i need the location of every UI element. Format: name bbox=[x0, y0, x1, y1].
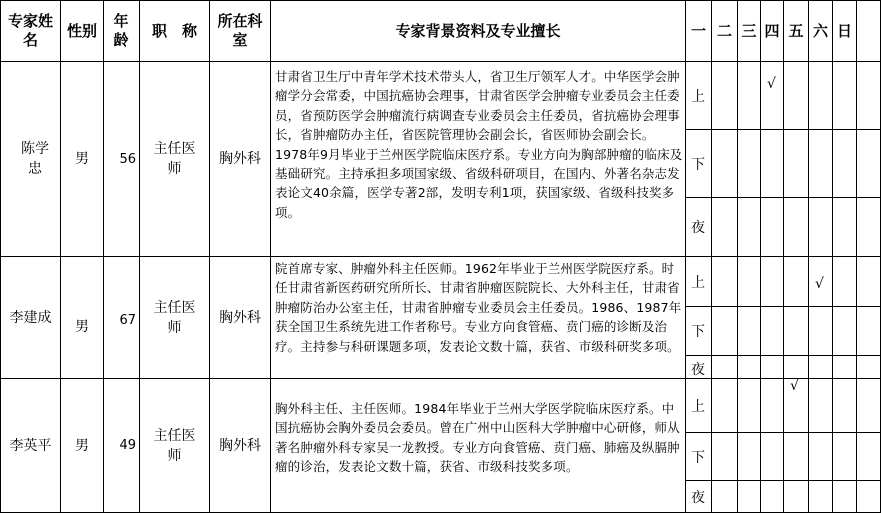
header-day-sat: 六 bbox=[812, 21, 828, 40]
slot-afternoon: 下 bbox=[691, 449, 705, 466]
header-day-fri: 五 bbox=[788, 21, 804, 40]
slot-night: 夜 bbox=[691, 362, 705, 378]
expert-background: 胸外科主任、主任医师。1984年毕业于兰州大学医学院临床医疗系。中国抗癌协会胸外委员会委员。曾在广州中山医科大学肿瘤中心研修，师从著名肿瘤外科专家吴一龙教授。专业方向食管癌、贲门癌、肺癌及纵膈肿瘤的诊治，发表论文数十篇，获省、市级科技奖多项。 bbox=[275, 401, 680, 475]
expert-gender: 男 bbox=[75, 151, 89, 167]
expert-title: 主任医师 bbox=[153, 141, 196, 177]
expert-age: 67 bbox=[119, 312, 136, 328]
expert-name: 李建成 bbox=[9, 309, 52, 326]
header-day-thu: 四 bbox=[764, 21, 780, 40]
slot-afternoon: 下 bbox=[691, 324, 705, 340]
expert-background: 甘肃省卫生厅中青年学术技术带头人，省卫生厅领军人才。中华医学会肿瘤学分会常委，中国抗癌协会理事，甘肃省医学会肿瘤专业委员会主任委员，省预防医学会肿瘤流行病调查专业委员会主任委员，省抗癌协会理事长，省肿瘤防办主任，省医院管理协会副会长，省医师协会副会长。1978年9月毕业于兰州医学院临床医疗系。专业方向为胸部肿瘤的临床及基础研究。主持承担多项国家级、省级科研项目，在国内、外著名杂志发表论文40余篇，医学专著2部，发明专利1项，获国家级、省级科技奖多项。 bbox=[275, 69, 683, 220]
expert-department: 胸外科 bbox=[219, 309, 261, 326]
expert-background: 院首席专家、肿瘤外科主任医师。1962年毕业于兰州医学院医疗系。时任甘肃省新医药研究所所长、甘肃省肿瘤医院院长、大外科主任，甘肃省肿瘤防治办公室主任，甘肃省肿瘤专业委员会主任委员。1986、1987年获全国卫生系统先进工作者称号。专业方向食管癌、贲门癌的诊断及治疗。主持参与科研课题多项，发表论文数十篇，获省、市级科研奖多项。 bbox=[275, 261, 682, 354]
header-age: 年龄 bbox=[113, 12, 129, 49]
header-gender: 性别 bbox=[66, 21, 97, 40]
slot-morning: 上 bbox=[691, 274, 705, 291]
check-mark: √ bbox=[767, 76, 776, 92]
expert-title: 主任医师 bbox=[153, 299, 196, 336]
header-day-tue: 二 bbox=[716, 21, 732, 40]
expert-title: 主任医师 bbox=[153, 427, 196, 464]
expert-age: 56 bbox=[119, 151, 136, 167]
expert-gender: 男 bbox=[75, 319, 89, 335]
header-background: 专家背景资料及专业擅长 bbox=[395, 21, 561, 40]
slot-afternoon: 下 bbox=[691, 156, 705, 173]
header-day-sun: 日 bbox=[836, 21, 852, 40]
header-department: 所在科室 bbox=[217, 12, 263, 49]
expert-age: 49 bbox=[119, 438, 136, 453]
expert-name: 陈学忠 bbox=[21, 141, 49, 177]
expert-department: 胸外科 bbox=[219, 437, 261, 454]
check-mark: √ bbox=[815, 276, 824, 292]
header-title: 职 称 bbox=[151, 21, 197, 40]
expert-gender: 男 bbox=[75, 437, 89, 454]
slot-night: 夜 bbox=[691, 489, 705, 506]
expert-department: 胸外科 bbox=[219, 151, 261, 167]
header-day-wed: 三 bbox=[741, 21, 757, 40]
expert-name: 李英平 bbox=[9, 437, 52, 454]
header-day-mon: 一 bbox=[690, 21, 706, 40]
slot-morning: 上 bbox=[691, 398, 705, 415]
check-mark: √ bbox=[790, 378, 799, 394]
slot-morning: 上 bbox=[691, 88, 705, 105]
header-name: 专家姓名 bbox=[7, 12, 53, 49]
slot-night: 夜 bbox=[691, 220, 705, 236]
